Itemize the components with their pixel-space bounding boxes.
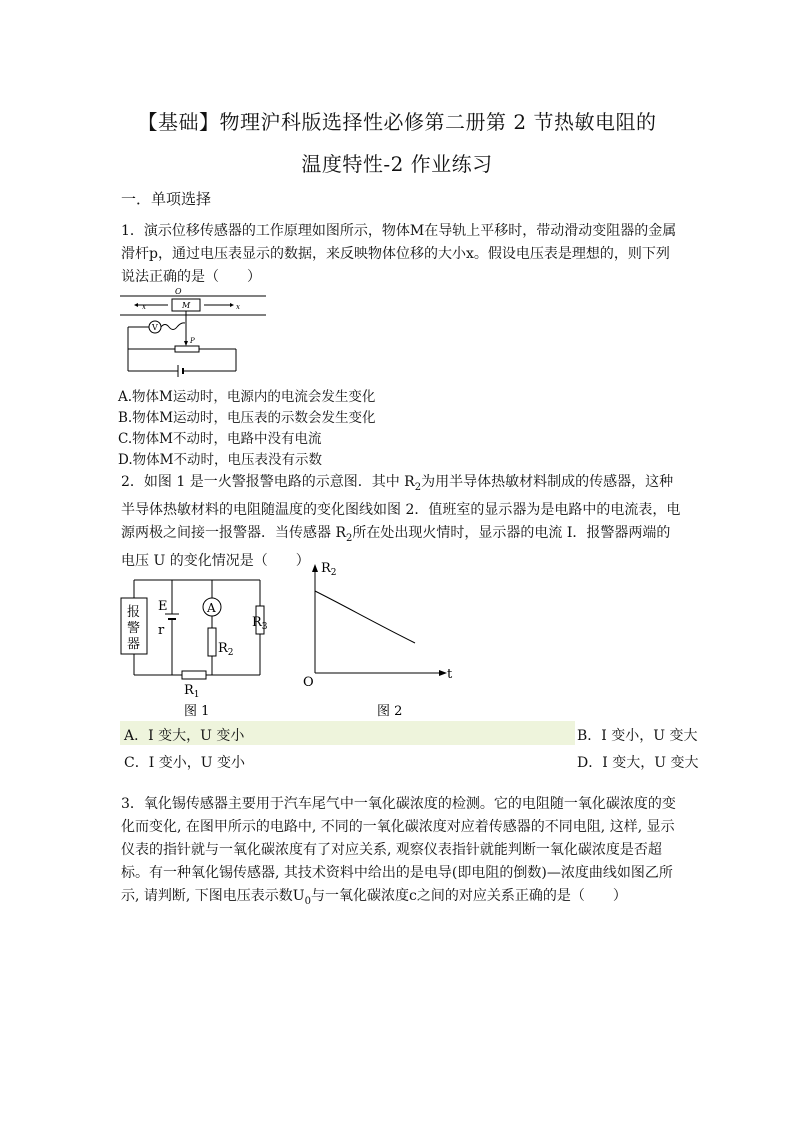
alarm-label-1: 报 bbox=[127, 605, 141, 620]
r1-label: $R_1$ bbox=[184, 683, 200, 700]
question-1-figure bbox=[118, 285, 268, 385]
fig-label-o: O bbox=[175, 287, 182, 296]
alarm-label-2: 警 bbox=[127, 621, 141, 636]
fig2-curve bbox=[315, 591, 415, 643]
question-1-text: 1．演示位移传感器的工作原理如图所示，物体M在导轨上平移时，带动滑动变阻器的金属滑杆p，通过电压表显示的数据，来反映物体位移的大小x。假设电压表是理想的，则下列说法正确的是（ ） bbox=[121, 223, 677, 285]
fig-label-xl: x bbox=[142, 303, 146, 311]
fig-label-p: P bbox=[190, 337, 195, 345]
fig2-origin-label: O bbox=[303, 675, 314, 690]
q1-option-a[interactable]: A.物体M运动时，电源内的电流会发生变化 bbox=[118, 389, 376, 405]
section-heading: 一．单项选择 bbox=[121, 190, 212, 208]
fig-label-m: M bbox=[182, 301, 191, 310]
ammeter-label: A bbox=[207, 601, 216, 615]
question-2-figure-2 bbox=[295, 558, 465, 720]
question-2-text: 2．如图 1 是一火警报警电路的示意图．其中 $R_2$为用半导体热敏材料制成的传感器，这种半导体热敏材料的电阻随温度的变化图线如图 2．值班室的显示器为是电路中的电流表，电源两极之间接一报警器．当传感器 $R_2$所在处出现火情时，显示器的电流 I．报警器两端的电压 U 的变化情况是（ ） bbox=[121, 474, 681, 569]
figure-2-caption: 图 2 bbox=[377, 704, 403, 719]
q1-option-c[interactable]: C.物体M不动时，电路中没有电流 bbox=[118, 431, 322, 447]
page-title-line2: 温度特性-2 作业练习 bbox=[301, 152, 493, 176]
emf-label: E bbox=[158, 599, 168, 614]
q2-option-a[interactable]: A．I 变大，U 变小 bbox=[124, 728, 245, 744]
fig-label-xr: x bbox=[236, 303, 240, 311]
internal-r-label: r bbox=[158, 623, 165, 638]
fig2-yaxis-label: $R_2$ bbox=[321, 561, 337, 578]
r2-label: $R_2$ bbox=[218, 641, 234, 658]
q2-option-d[interactable]: D．I 变大，U 变大 bbox=[577, 755, 699, 771]
alarm-label-3: 器 bbox=[127, 637, 141, 652]
fig2-xaxis-label: t bbox=[447, 667, 453, 682]
q1-option-b[interactable]: B.物体M运动时，电压表的示数会发生变化 bbox=[118, 410, 376, 426]
figure-1-caption: 图 1 bbox=[184, 704, 210, 719]
q1-option-d[interactable]: D.物体M不动时，电压表没有示数 bbox=[118, 452, 322, 468]
r3-label: $R_3$ bbox=[252, 615, 268, 632]
page-title-line1: 【基础】物理沪科版选择性必修第二册第 2 节热敏电阻的 bbox=[137, 110, 657, 134]
q2-option-c[interactable]: C．I 变小，U 变小 bbox=[124, 755, 245, 771]
question-2-figure-1 bbox=[112, 570, 287, 720]
q2-option-b[interactable]: B．I 变小，U 变大 bbox=[577, 728, 698, 744]
fig-label-v: V bbox=[152, 323, 158, 332]
question-3-text: 3．氧化锡传感器主要用于汽车尾气中一氧化碳浓度的检测。它的电阻随一氧化碳浓度的变化而变化, 在图甲所示的电路中, 不同的一氧化碳浓度对应着传感器的不同电阻, 这样, 显示仪表的指针就与一氧化碳浓度有了对应关系, 观察仪表指针就能判断一氧化碳浓度是否超标。有一种氧化锡传感器, 其技术资料中给出的是电导(即电阻的倒数)—浓度曲线如图乙所示, 请判断, 下图电压表示数$U_0$与一氧化碳浓度c之间的对应关系正确的是（ ） bbox=[121, 796, 676, 907]
